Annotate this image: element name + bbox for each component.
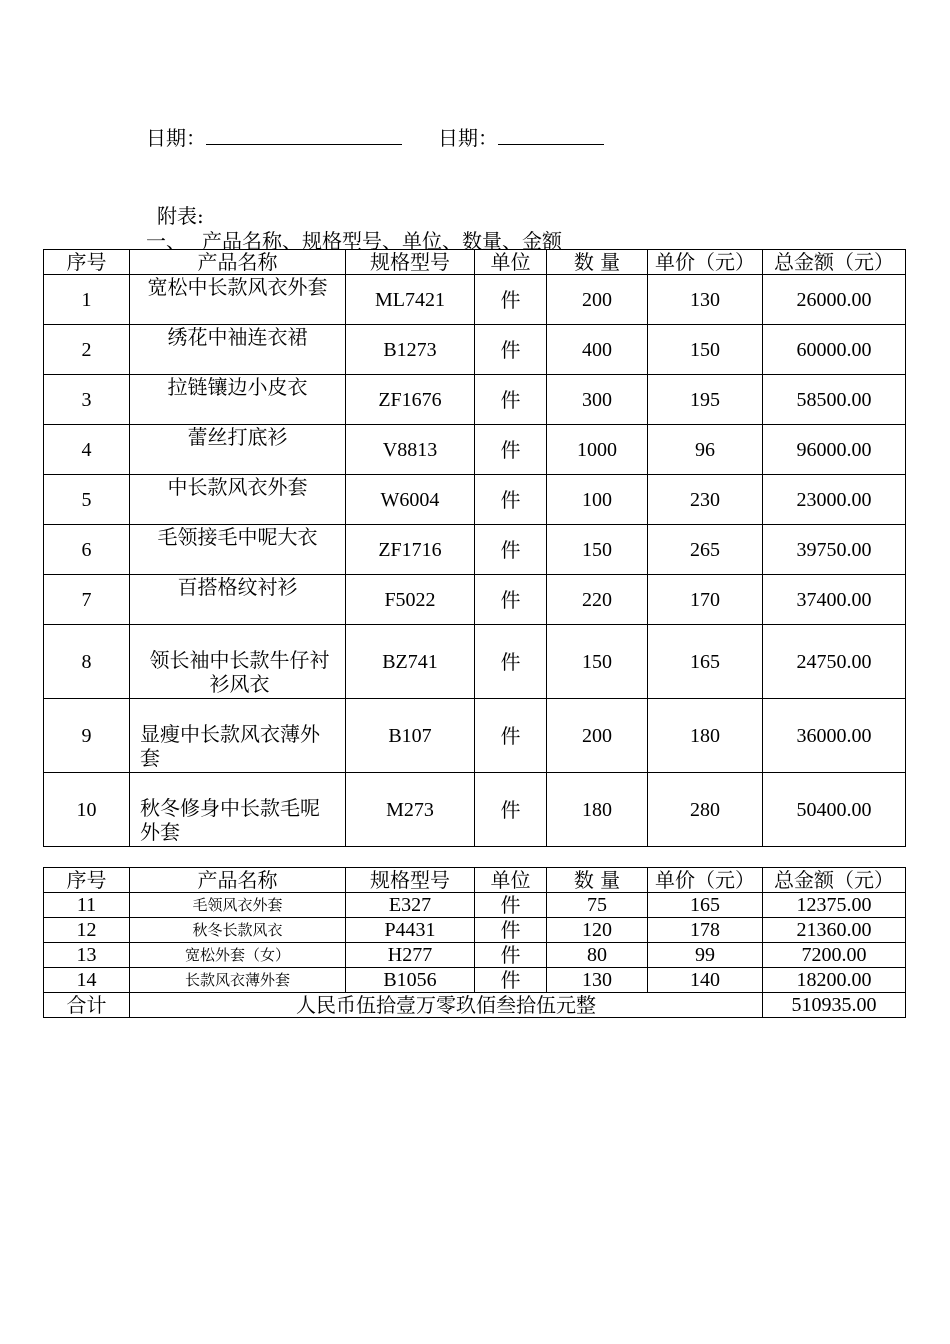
product-name: 宽松外套（女）: [130, 943, 346, 968]
product-price: 99: [648, 943, 763, 968]
product-model: BZ741: [346, 625, 475, 699]
row-number: 8: [44, 625, 130, 699]
product-total: 58500.00: [763, 375, 906, 425]
product-price: 230: [648, 475, 763, 525]
product-unit: 件: [475, 475, 547, 525]
product-unit: 件: [475, 425, 547, 475]
product-model: M273: [346, 773, 475, 847]
table-row: [44, 625, 906, 699]
table-row: [44, 773, 906, 847]
product-name: 拉链镶边小皮衣: [130, 375, 346, 425]
row-number: 14: [44, 968, 130, 993]
product-unit: 件: [475, 375, 547, 425]
product-price: 150: [648, 325, 763, 375]
product-qty: 1000: [547, 425, 648, 475]
product-total: 26000.00: [763, 275, 906, 325]
row-number: 10: [44, 773, 130, 847]
header-cell: 总金额（元）: [763, 250, 906, 275]
header-cell: 规格型号: [346, 868, 475, 893]
product-unit: 件: [475, 525, 547, 575]
table-row: [44, 893, 906, 918]
product-qty: 130: [547, 968, 648, 993]
summary-row: [44, 993, 906, 1018]
product-name: 绣花中袖连衣裙: [130, 325, 346, 375]
product-model: E327: [346, 893, 475, 918]
product-model: B1273: [346, 325, 475, 375]
product-price: 130: [648, 275, 763, 325]
product-name: 百搭格纹衬衫: [130, 575, 346, 625]
product-unit: 件: [475, 275, 547, 325]
table-row: [44, 525, 906, 575]
table-row: [44, 575, 906, 625]
product-name: 领长袖中长款牛仔衬衫风衣: [130, 625, 346, 699]
product-name: 毛领风衣外套: [130, 893, 346, 918]
header-cell: 数 量: [547, 868, 648, 893]
product-price: 280: [648, 773, 763, 847]
product-unit: 件: [475, 773, 547, 847]
appendix-title: 附表:: [157, 204, 204, 228]
product-table-1: [43, 249, 906, 847]
table-header-row: [44, 868, 906, 893]
section-number: 一、: [146, 229, 186, 253]
header-cell: 规格型号: [346, 250, 475, 275]
row-number: 3: [44, 375, 130, 425]
product-name: 秋冬修身中长款毛呢外套: [130, 773, 346, 847]
amount-in-words: 人民币伍拾壹万零玖佰叁拾伍元整: [130, 993, 763, 1018]
product-price: 178: [648, 918, 763, 943]
date-label-2: 日期：: [438, 126, 498, 150]
product-name: 长款风衣薄外套: [130, 968, 346, 993]
product-total: 23000.00: [763, 475, 906, 525]
product-qty: 150: [547, 625, 648, 699]
row-number: 1: [44, 275, 130, 325]
product-qty: 180: [547, 773, 648, 847]
date-row: [146, 122, 604, 151]
product-unit: 件: [475, 893, 547, 918]
header-cell: 总金额（元）: [763, 868, 906, 893]
product-qty: 100: [547, 475, 648, 525]
table-row: [44, 425, 906, 475]
product-total: 96000.00: [763, 425, 906, 475]
header-cell: 数 量: [547, 250, 648, 275]
product-total: 21360.00: [763, 918, 906, 943]
product-name: 中长款风衣外套: [130, 475, 346, 525]
product-qty: 400: [547, 325, 648, 375]
product-total: 39750.00: [763, 525, 906, 575]
product-model: ML7421: [346, 275, 475, 325]
table-row: [44, 475, 906, 525]
header-cell: 序号: [44, 250, 130, 275]
product-model: F5022: [346, 575, 475, 625]
table-row: [44, 943, 906, 968]
product-unit: 件: [475, 918, 547, 943]
product-total: 18200.00: [763, 968, 906, 993]
product-model: ZF1676: [346, 375, 475, 425]
table-row: [44, 699, 906, 773]
product-price: 180: [648, 699, 763, 773]
summary-label: 合计: [44, 993, 130, 1018]
product-unit: 件: [475, 625, 547, 699]
product-price: 170: [648, 575, 763, 625]
product-model: B1056: [346, 968, 475, 993]
row-number: 12: [44, 918, 130, 943]
product-unit: 件: [475, 943, 547, 968]
product-model: H277: [346, 943, 475, 968]
date-label-1: 日期：: [146, 126, 206, 150]
product-price: 140: [648, 968, 763, 993]
product-unit: 件: [475, 325, 547, 375]
grand-total: 510935.00: [763, 993, 906, 1018]
header-cell: 序号: [44, 868, 130, 893]
row-number: 2: [44, 325, 130, 375]
product-name: 蕾丝打底衫: [130, 425, 346, 475]
header-cell: 单位: [475, 868, 547, 893]
product-total: 37400.00: [763, 575, 906, 625]
product-unit: 件: [475, 968, 547, 993]
product-total: 36000.00: [763, 699, 906, 773]
product-qty: 300: [547, 375, 648, 425]
product-model: B107: [346, 699, 475, 773]
product-name: 秋冬长款风衣: [130, 918, 346, 943]
row-number: 7: [44, 575, 130, 625]
product-model: P4431: [346, 918, 475, 943]
product-qty: 220: [547, 575, 648, 625]
row-number: 11: [44, 893, 130, 918]
product-price: 96: [648, 425, 763, 475]
product-name: 毛领接毛中呢大衣: [130, 525, 346, 575]
row-number: 13: [44, 943, 130, 968]
product-model: ZF1716: [346, 525, 475, 575]
table-row: [44, 918, 906, 943]
header-cell: 单位: [475, 250, 547, 275]
row-number: 9: [44, 699, 130, 773]
section-title: 产品名称、规格型号、单位、数量、金额: [202, 229, 562, 253]
product-qty: 80: [547, 943, 648, 968]
product-total: 60000.00: [763, 325, 906, 375]
product-price: 195: [648, 375, 763, 425]
product-price: 165: [648, 893, 763, 918]
product-model: W6004: [346, 475, 475, 525]
header-cell: 单价（元）: [648, 868, 763, 893]
product-total: 24750.00: [763, 625, 906, 699]
table-header-row: [44, 250, 906, 275]
header-cell: 单价（元）: [648, 250, 763, 275]
product-name: 宽松中长款风衣外套: [130, 275, 346, 325]
product-price: 265: [648, 525, 763, 575]
product-table-2: [43, 867, 906, 1018]
row-number: 5: [44, 475, 130, 525]
date-blank-1: [206, 124, 402, 145]
header-cell: 产品名称: [130, 868, 346, 893]
product-qty: 150: [547, 525, 648, 575]
row-number: 6: [44, 525, 130, 575]
table-row: [44, 325, 906, 375]
table-row: [44, 968, 906, 993]
product-unit: 件: [475, 575, 547, 625]
header-cell: 产品名称: [130, 250, 346, 275]
product-total: 50400.00: [763, 773, 906, 847]
product-total: 12375.00: [763, 893, 906, 918]
product-total: 7200.00: [763, 943, 906, 968]
product-price: 165: [648, 625, 763, 699]
product-qty: 120: [547, 918, 648, 943]
product-qty: 75: [547, 893, 648, 918]
table-row: [44, 275, 906, 325]
row-number: 4: [44, 425, 130, 475]
product-unit: 件: [475, 699, 547, 773]
product-model: V8813: [346, 425, 475, 475]
product-name: 显瘦中长款风衣薄外套: [130, 699, 346, 773]
product-qty: 200: [547, 699, 648, 773]
date-blank-2: [498, 124, 604, 145]
product-qty: 200: [547, 275, 648, 325]
table-row: [44, 375, 906, 425]
